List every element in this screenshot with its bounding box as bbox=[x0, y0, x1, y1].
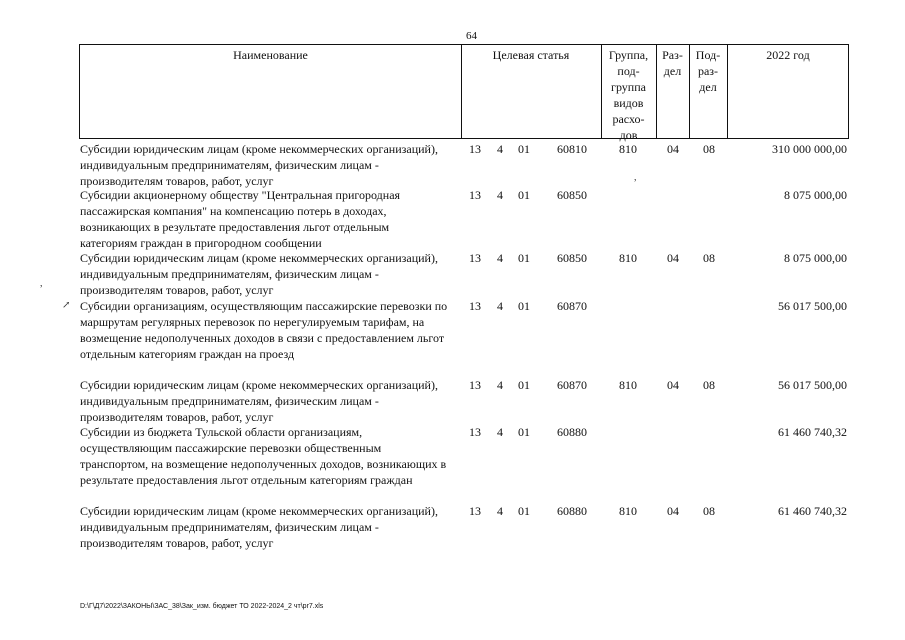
cell-c2: 4 bbox=[497, 299, 503, 313]
header-name: Наименование bbox=[233, 48, 308, 62]
cell-c3: 01 bbox=[518, 142, 530, 156]
name-line: индивидуальным предпринимателям, физическим лицам - bbox=[80, 267, 379, 281]
cell-amount: 56 017 500,00 bbox=[778, 378, 847, 392]
header-subsection bbox=[689, 47, 727, 95]
footer-file-path: D:\Г\Д7\2022\ЗАКОНЫ\ЗАС_38\Зак_изм. бюджет ТО 2022-2024_2 чт\pr7.xls bbox=[80, 603, 324, 610]
name-line: отдельным категориям граждан на проезд bbox=[80, 347, 295, 361]
name-line: индивидуальным предпринимателям, физическим лицам - bbox=[80, 520, 379, 534]
name-line: пассажирская компания" на компенсацию потерь в доходах, bbox=[80, 204, 387, 218]
cell-c3: 01 bbox=[518, 299, 530, 313]
name-line: осуществляющим пассажирские перевозки общественным bbox=[80, 441, 382, 455]
cell-amount: 8 075 000,00 bbox=[784, 188, 847, 202]
name-line: Субсидии из бюджета Тульской области организациям, bbox=[80, 425, 363, 439]
row-name bbox=[80, 424, 462, 488]
cell-c2: 4 bbox=[497, 142, 503, 156]
cell-subsection: 08 bbox=[703, 251, 715, 265]
header-line: группа bbox=[611, 80, 646, 94]
name-line: возникающих в результате предоставления льгот отдельным bbox=[80, 220, 390, 234]
cell-c1: 13 bbox=[469, 378, 481, 392]
name-line: индивидуальным предпринимателям, физическим лицам - bbox=[80, 158, 379, 172]
cell-c3: 01 bbox=[518, 378, 530, 392]
cell-section: 04 bbox=[667, 142, 679, 156]
cell-c1: 13 bbox=[469, 504, 481, 518]
cell-section: 04 bbox=[667, 504, 679, 518]
name-line: производителям товаров, работ, услуг bbox=[80, 410, 274, 424]
cell-c2: 4 bbox=[497, 425, 503, 439]
table-header bbox=[79, 44, 849, 142]
name-line: Субсидии юридическим лицам (кроме некоммерческих организаций), bbox=[80, 142, 438, 156]
cell-amount: 61 460 740,32 bbox=[778, 425, 847, 439]
cell-c4: 60870 bbox=[557, 299, 587, 313]
stray-mark: , bbox=[40, 278, 43, 289]
cell-c3: 01 bbox=[518, 188, 530, 202]
header-line: дел bbox=[663, 64, 682, 78]
stray-mark: , bbox=[634, 172, 637, 183]
row-name bbox=[80, 298, 462, 362]
cell-c4: 60880 bbox=[557, 425, 587, 439]
header-line: Раз- bbox=[662, 48, 683, 62]
header-year: 2022 год bbox=[766, 48, 810, 62]
cell-group: 810 bbox=[619, 251, 637, 265]
header-line: Под- bbox=[695, 48, 721, 62]
cell-amount: 8 075 000,00 bbox=[784, 251, 847, 265]
cell-section: 04 bbox=[667, 378, 679, 392]
cell-c4: 60850 bbox=[557, 251, 587, 265]
name-line: производителям товаров, работ, услуг bbox=[80, 536, 274, 550]
name-line: результате предоставления льгот отдельным категориям граждан bbox=[80, 473, 413, 487]
cell-c1: 13 bbox=[469, 142, 481, 156]
cell-amount: 310 000 000,00 bbox=[772, 142, 847, 156]
name-line: индивидуальным предпринимателям, физическим лицам - bbox=[80, 394, 379, 408]
cell-group: 810 bbox=[619, 378, 637, 392]
cell-subsection: 08 bbox=[703, 142, 715, 156]
header-target: Целевая статья bbox=[492, 48, 570, 62]
row-name bbox=[80, 187, 462, 251]
name-line: возмещение недополученных доходов в связи с предоставлением льгот bbox=[80, 331, 445, 345]
cell-c2: 4 bbox=[497, 251, 503, 265]
cell-c4: 60850 bbox=[557, 188, 587, 202]
name-line: Субсидии юридическим лицам (кроме некоммерческих организаций), bbox=[80, 378, 438, 392]
cell-c3: 01 bbox=[518, 425, 530, 439]
name-line: транспортом, на возмещение недополученных доходов, возникающих в bbox=[80, 457, 447, 471]
cell-c4: 60870 bbox=[557, 378, 587, 392]
header-line: дов bbox=[619, 128, 638, 142]
header-section bbox=[656, 47, 689, 79]
cell-c3: 01 bbox=[518, 251, 530, 265]
row-name bbox=[80, 377, 462, 425]
header-group bbox=[601, 47, 656, 143]
page-number: 64 bbox=[466, 30, 477, 42]
header-line: дел bbox=[699, 80, 717, 94]
name-line: Субсидии юридическим лицам (кроме некоммерческих организаций), bbox=[80, 251, 438, 265]
cell-subsection: 08 bbox=[703, 504, 715, 518]
header-line: Группа, bbox=[608, 48, 649, 62]
name-line: Субсидии акционерному обществу "Центральная пригородная bbox=[80, 188, 401, 202]
cell-c1: 13 bbox=[469, 188, 481, 202]
name-line: маршрутам регулярных перевозок по нерегулируемым тарифам, на bbox=[80, 315, 425, 329]
header-line: раз- bbox=[697, 64, 719, 78]
cell-amount: 56 017 500,00 bbox=[778, 299, 847, 313]
name-line: производителям товаров, работ, услуг bbox=[80, 283, 274, 297]
cell-c2: 4 bbox=[497, 504, 503, 518]
cell-section: 04 bbox=[667, 251, 679, 265]
cell-group: 810 bbox=[619, 504, 637, 518]
name-line: Субсидии организациям, осуществляющим пассажирские перевозки по bbox=[80, 299, 448, 313]
row-name bbox=[80, 141, 462, 189]
name-line: категориям граждан в пригородном сообщении bbox=[80, 236, 322, 250]
cell-amount: 61 460 740,32 bbox=[778, 504, 847, 518]
header-line: под- bbox=[617, 64, 640, 78]
stray-mark: ↗ bbox=[62, 300, 71, 311]
cell-c2: 4 bbox=[497, 378, 503, 392]
cell-c1: 13 bbox=[469, 251, 481, 265]
cell-c4: 60810 bbox=[557, 142, 587, 156]
row-name bbox=[80, 503, 462, 551]
name-line: производителям товаров, работ, услуг bbox=[80, 174, 274, 188]
row-name bbox=[80, 250, 462, 298]
cell-c4: 60880 bbox=[557, 504, 587, 518]
cell-c2: 4 bbox=[497, 188, 503, 202]
cell-c1: 13 bbox=[469, 425, 481, 439]
cell-c3: 01 bbox=[518, 504, 530, 518]
cell-subsection: 08 bbox=[703, 378, 715, 392]
cell-c1: 13 bbox=[469, 299, 481, 313]
header-line: расхо- bbox=[612, 112, 645, 126]
cell-group: 810 bbox=[619, 142, 637, 156]
name-line: Субсидии юридическим лицам (кроме некоммерческих организаций), bbox=[80, 504, 438, 518]
header-line: видов bbox=[613, 96, 644, 110]
